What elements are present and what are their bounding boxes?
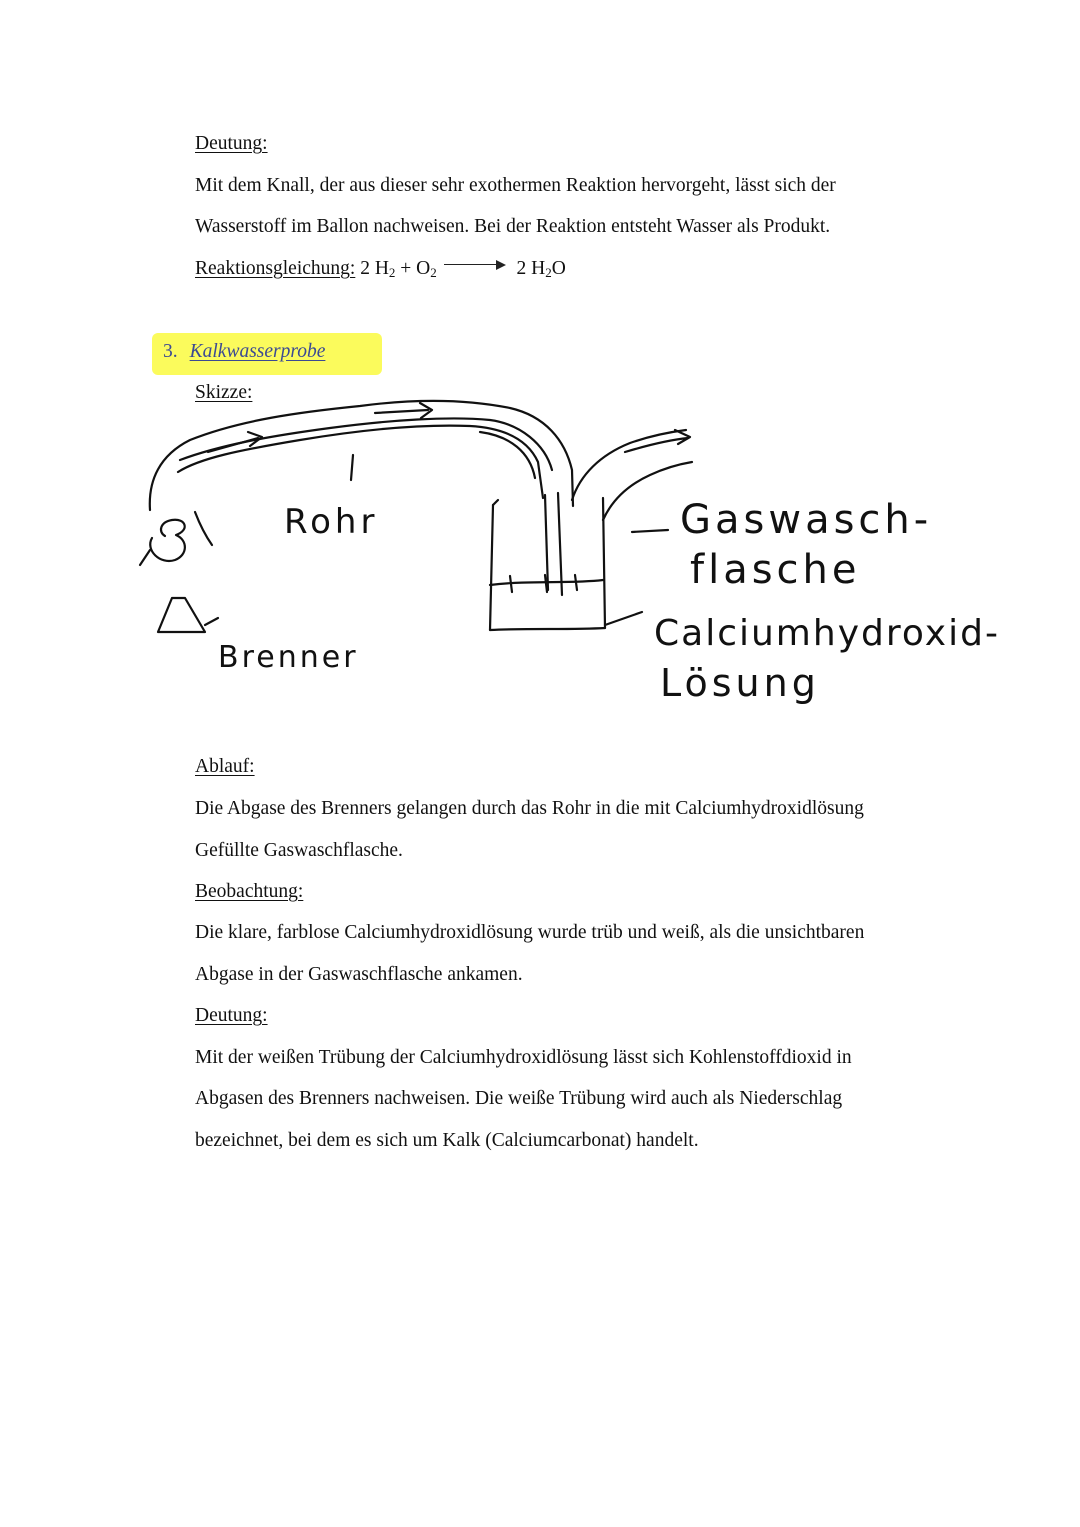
burner-top-icon <box>150 520 185 561</box>
tube-flow-line-2 <box>480 432 535 478</box>
deutung2-text-line-2: Abgasen des Brenners nachweisen. Die weiße Trübung wird auch als Niederschlag <box>195 1088 843 1109</box>
rohr-pointer <box>351 455 353 480</box>
label-gaswasch-1: Gaswasch- <box>680 497 933 543</box>
label-brenner: Brenner <box>218 640 359 675</box>
label-calcium-2: Lösung <box>660 661 820 705</box>
burner-stroke <box>140 550 150 565</box>
flask-left-wall <box>490 505 493 630</box>
deutung-text-line-1: Mit dem Knall, der aus dieser sehr exothermen Reaktion hervorgeht, lässt sich der <box>195 175 836 196</box>
reaction-arrow-icon <box>444 260 506 270</box>
burner-base-icon <box>158 598 205 632</box>
section-number: 3. <box>163 341 178 362</box>
flow-arrow-2-icon <box>375 403 432 418</box>
flask-tube-down-right <box>558 493 562 595</box>
deutung2-heading: Deutung: <box>195 1005 268 1026</box>
sketch-heading: Skizze: <box>195 382 253 403</box>
ablauf-text-line-1: Die Abgase des Brenners gelangen durch das Rohr in die mit Calciumhydroxidlösung <box>195 798 864 819</box>
deutung-text-line-2: Wasserstoff im Ballon nachweisen. Bei der Reaktion entsteht Wasser als Produkt. <box>195 216 831 237</box>
section-heading <box>163 340 325 364</box>
burner-side <box>195 512 212 545</box>
equation-label: Reaktionsgleichung: <box>195 258 356 279</box>
outlet-tube-outer <box>572 430 686 500</box>
flow-arrow-1-icon <box>208 432 262 452</box>
equation-left: 2 H2 + O2 <box>360 258 437 280</box>
label-calcium-1: Calciumhydroxid- <box>654 613 1000 654</box>
tube-flow-line <box>180 418 552 470</box>
outlet-tube-inner <box>603 462 692 520</box>
tube-outer-line <box>150 401 573 510</box>
flask-right-wall <box>603 498 605 628</box>
label-rohr: Rohr <box>284 502 379 542</box>
section-title: Kalkwasserprobe <box>189 341 326 362</box>
calcium-pointer <box>605 612 642 625</box>
flask-tube-down-left <box>545 495 548 590</box>
outlet-arrow-icon <box>625 430 690 452</box>
deutung2-text-line-3: bezeichnet, bei dem es sich um Kalk (Calciumcarbonat) handelt. <box>195 1130 699 1151</box>
ablauf-heading: Ablauf: <box>195 756 255 777</box>
deutung2-text-line-1: Mit der weißen Trübung der Calciumhydroxidlösung lässt sich Kohlenstoffdioxid in <box>195 1047 852 1068</box>
beobachtung-text-line-2: Abgase in der Gaswaschflasche ankamen. <box>195 964 523 985</box>
flask-liquid-ticks <box>510 575 577 592</box>
burner-tick <box>205 618 218 625</box>
flask-bottom <box>490 628 605 630</box>
beobachtung-text-line-1: Die klare, farblose Calciumhydroxidlösung wurde trüb und weiß, als die unsichtbaren <box>195 922 865 943</box>
deutung-heading: Deutung: <box>195 133 268 154</box>
ablauf-text-line-2: Gefüllte Gaswaschflasche. <box>195 840 403 861</box>
flask-top-tick <box>493 500 498 505</box>
beobachtung-heading: Beobachtung: <box>195 881 304 902</box>
gaswasch-pointer <box>632 530 668 532</box>
equation-right: 2 H2O <box>516 258 566 280</box>
flask-liquid-line <box>490 580 603 585</box>
reaction-equation <box>195 257 566 285</box>
tube-inner-line <box>178 426 543 498</box>
label-gaswasch-2: flasche <box>690 547 861 593</box>
